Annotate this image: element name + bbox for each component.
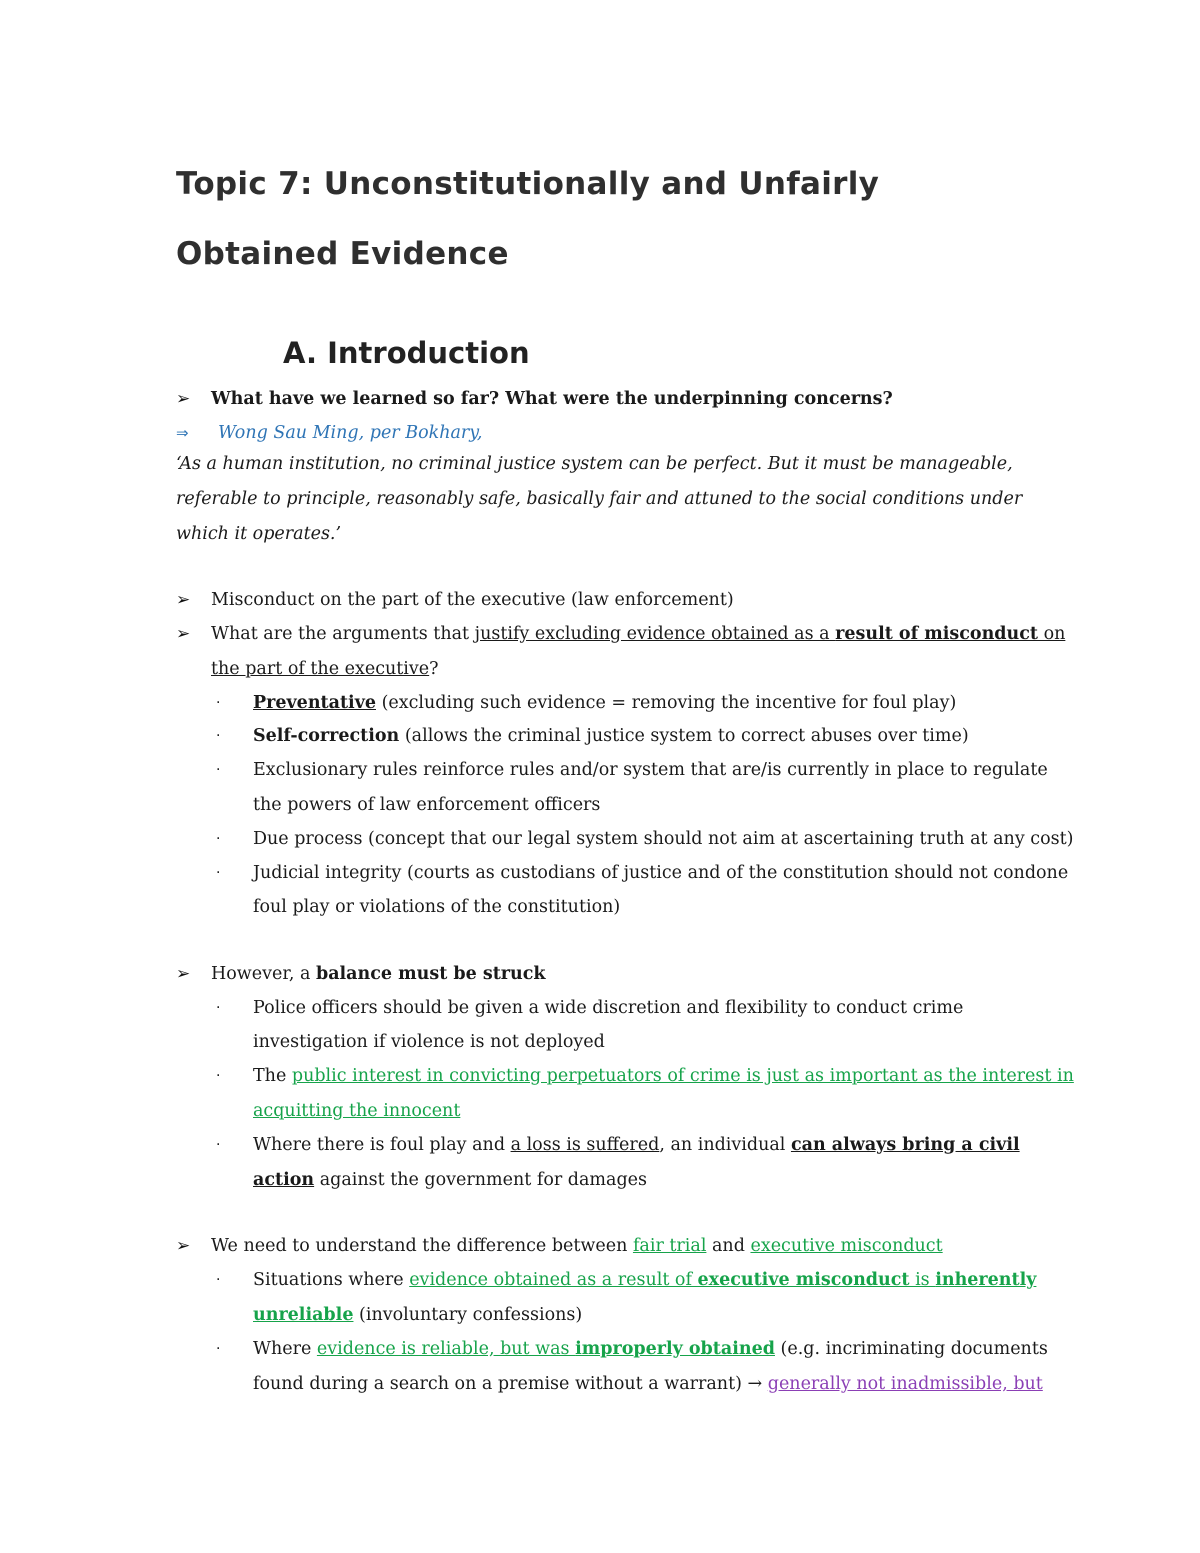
quote-line-2: referable to principle, reasonably safe, basically fair and attuned to the social conditions under: [176, 489, 1023, 509]
misconduct-question-line-2: the part of the executive?: [211, 659, 439, 679]
section-heading-introduction: A. Introduction: [283, 336, 530, 370]
difference-unreliable-line-1: Situations where evidence obtained as a result of executive misconduct is inherently: [253, 1270, 1037, 1290]
balance-police-line-1: Police officers should be given a wide discretion and flexibility to conduct crime: [253, 998, 964, 1018]
quote-line-3: which it operates.’: [176, 524, 342, 544]
difference-item: We need to understand the difference between fair trial and executive misconduct: [211, 1236, 943, 1256]
argument-exclusionary-line-1: Exclusionary rules reinforce rules and/or system that are/is currently in place to regulate: [253, 760, 1048, 780]
dot-bullet-icon: ·: [216, 865, 221, 881]
argument-preventative: Preventative (excluding such evidence = removing the incentive for foul play): [253, 693, 957, 713]
arrow-bullet-icon: ➢: [176, 590, 191, 610]
dot-bullet-icon: ·: [216, 831, 221, 847]
dot-bullet-icon: ·: [216, 1068, 221, 1084]
balance-public-interest-line-1: The public interest in convicting perpetuators of crime is just as important as the interest in: [253, 1066, 1074, 1086]
argument-self-correction: Self-correction (allows the criminal justice system to correct abuses over time): [253, 726, 969, 746]
dot-bullet-icon: ·: [216, 1272, 221, 1288]
balance-public-interest-line-2: acquitting the innocent: [253, 1101, 461, 1121]
argument-judicial-integrity-line-1: Judicial integrity (courts as custodians of justice and of the constitution should not condone: [253, 863, 1069, 883]
dot-bullet-icon: ·: [216, 1341, 221, 1357]
implies-arrow-icon: ⇒: [176, 424, 189, 442]
argument-judicial-integrity-line-2: foul play or violations of the constitution): [253, 897, 621, 917]
balance-civil-action-line-2: action against the government for damages: [253, 1170, 648, 1190]
dot-bullet-icon: ·: [216, 1000, 221, 1016]
arrow-bullet-icon: ➢: [176, 389, 191, 409]
quote-line-1: ‘As a human institution, no criminal justice system can be perfect. But it must be manageable,: [176, 454, 1013, 474]
difference-improper-line-2: found during a search on a premise without a warrant) → generally not inadmissible, but: [253, 1374, 1043, 1394]
difference-unreliable-line-2: unreliable (involuntary confessions): [253, 1305, 583, 1325]
arrow-bullet-icon: ➢: [176, 964, 191, 984]
balance-item: However, a balance must be struck: [211, 964, 546, 984]
balance-civil-action-line-1: Where there is foul play and a loss is suffered, an individual can always bring a civil: [253, 1135, 1020, 1155]
difference-improper-line-1: Where evidence is reliable, but was improperly obtained (e.g. incriminating documents: [253, 1339, 1048, 1359]
document-title-line-1: Topic 7: Unconstitutionally and Unfairly: [176, 166, 880, 202]
dot-bullet-icon: ·: [216, 695, 221, 711]
balance-police-line-2: investigation if violence is not deployed: [253, 1032, 605, 1052]
dot-bullet-icon: ·: [216, 728, 221, 744]
dot-bullet-icon: ·: [216, 1137, 221, 1153]
argument-due-process: Due process (concept that our legal system should not aim at ascertaining truth at any cost): [253, 829, 1074, 849]
argument-exclusionary-line-2: the powers of law enforcement officers: [253, 795, 601, 815]
arrow-bullet-icon: ➢: [176, 1236, 191, 1256]
arrow-bullet-icon: ➢: [176, 624, 191, 644]
document-title-line-2: Obtained Evidence: [176, 236, 509, 272]
right-arrow-icon: →: [747, 1374, 763, 1394]
case-citation: Wong Sau Ming, per Bokhary,: [218, 423, 483, 443]
misconduct-question-line-1: What are the arguments that justify excluding evidence obtained as a result of misconduct on: [211, 624, 1066, 644]
intro-question: What have we learned so far? What were the underpinning concerns?: [211, 389, 893, 409]
misconduct-item: Misconduct on the part of the executive (law enforcement): [211, 590, 734, 610]
dot-bullet-icon: ·: [216, 762, 221, 778]
